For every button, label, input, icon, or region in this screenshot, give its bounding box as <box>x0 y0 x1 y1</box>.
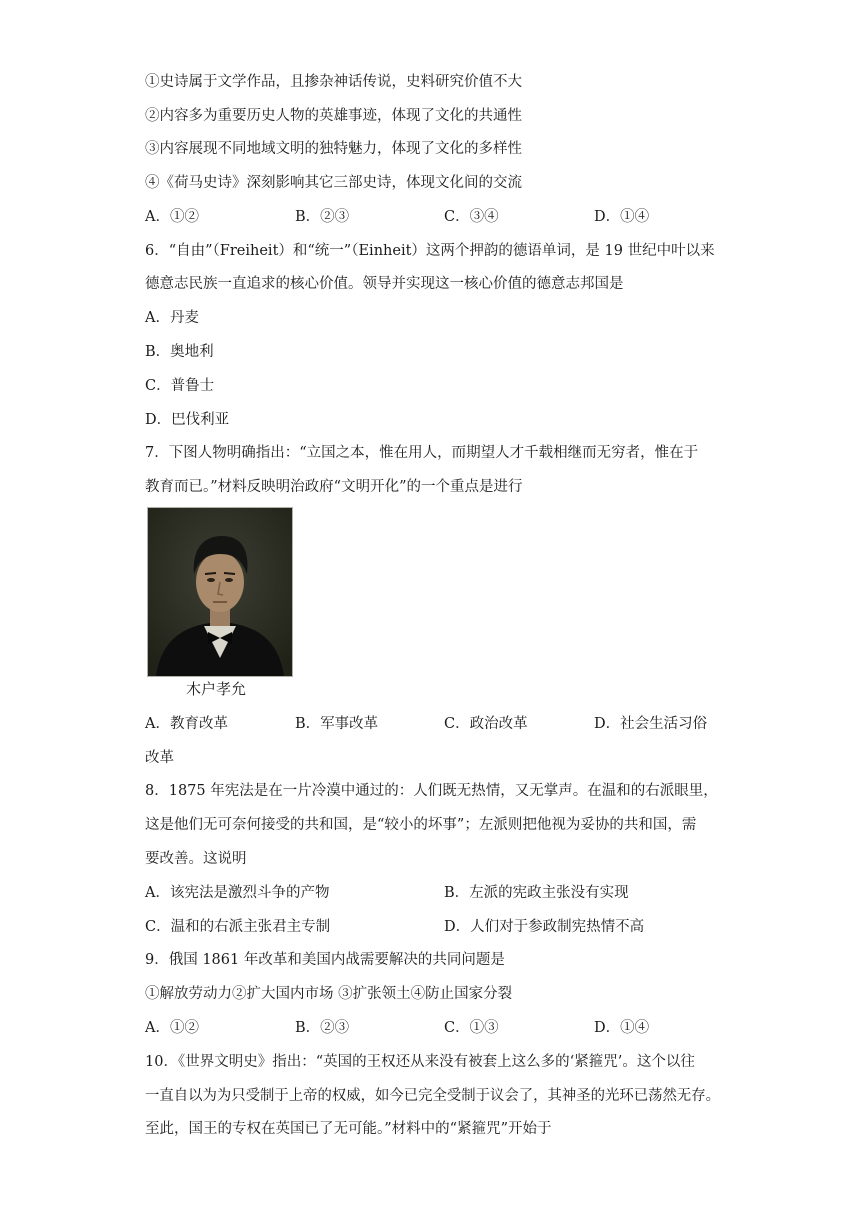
q8-option-c[interactable]: C．温和的右派主张君主专制 <box>145 919 331 935</box>
portrait-caption: 木户孝允 <box>186 680 247 698</box>
q9-option-a[interactable]: A．①② <box>145 1020 199 1036</box>
q6-stem-line-1: 6．“自由”（Freiheit）和“统一”（Einheit）这两个押韵的德语单词，是 19 世纪中叶以来 <box>145 243 715 259</box>
q10-stem-line-1: 10．《世界文明史》指出：“英国的王权还从来没有被套上这么多的‘紧箍咒’。这个以往 <box>145 1054 695 1070</box>
q5-statement-2: ②内容多为重要历史人物的英雄事迹，体现了文化的共通性 <box>145 108 522 124</box>
q6-option-b[interactable]: B．奥地利 <box>145 344 214 360</box>
q5-option-d[interactable]: D．①④ <box>594 209 650 225</box>
q9-stem-line-1: 9．俄国 1861 年改革和美国内战需要解决的共同问题是 <box>145 952 505 968</box>
q7-option-d[interactable]: D．社会生活习俗 <box>594 716 708 732</box>
q10-stem-line-2: 一直自以为为只受制于上帝的权威，如今已完全受制于议会了，其神圣的光环已荡然无存。 <box>145 1088 720 1104</box>
q5-option-b[interactable]: B．②③ <box>295 209 350 225</box>
q9-stem-line-2: ①解放劳动力②扩大国内市场 ③扩张领土④防止国家分裂 <box>145 986 513 1002</box>
q6-stem-line-2: 德意志民族一直追求的核心价值。领导并实现这一核心价值的德意志邦国是 <box>145 276 624 292</box>
q8-stem-line-1: 8．1875 年宪法是在一片冷漠中通过的：人们既无热情，又无掌声。在温和的右派眼里， <box>145 783 718 799</box>
q9-option-b[interactable]: B．②③ <box>295 1020 350 1036</box>
q7-stem-line-1: 7．下图人物明确指出：“立国之本，惟在用人，而期望人才千载相继而无穷者，惟在于 <box>145 445 699 461</box>
q6-option-c[interactable]: C．普鲁士 <box>145 378 215 394</box>
q8-option-a[interactable]: A．该宪法是激烈斗争的产物 <box>145 885 330 901</box>
q8-stem-line-2: 这是他们无可奈何接受的共和国，是“较小的坏事”；左派则把他视为妥协的共和国，需 <box>145 817 697 833</box>
q7-option-a[interactable]: A．教育改革 <box>145 716 228 732</box>
q5-option-c[interactable]: C．③④ <box>444 209 499 225</box>
q7-option-c[interactable]: C．政治改革 <box>444 716 528 732</box>
q8-option-b[interactable]: B．左派的宪政主张没有实现 <box>444 885 629 901</box>
q9-option-c[interactable]: C．①③ <box>444 1020 499 1036</box>
q6-option-a[interactable]: A．丹麦 <box>145 310 199 326</box>
q7-option-b[interactable]: B．军事改革 <box>295 716 379 732</box>
q8-stem-line-3: 要改善。这说明 <box>145 851 247 867</box>
q8-option-d[interactable]: D．人们对于参政制宪热情不高 <box>444 919 645 935</box>
portrait-image <box>147 507 293 677</box>
q6-option-d[interactable]: D．巴伐利亚 <box>145 412 230 428</box>
q9-option-d[interactable]: D．①④ <box>594 1020 650 1036</box>
q7-option-d-wrap: 改革 <box>145 750 174 766</box>
q5-statement-3: ③内容展现不同地域文明的独特魅力，体现了文化的多样性 <box>145 141 522 157</box>
q10-stem-line-3: 至此，国王的专权在英国已了无可能。”材料中的“紧箍咒”开始于 <box>145 1121 552 1137</box>
q7-stem-line-2: 教育而已。”材料反映明治政府“文明开化”的一个重点是进行 <box>145 479 523 495</box>
q5-statement-1: ①史诗属于文学作品，且掺杂神话传说，史料研究价值不大 <box>145 74 522 90</box>
q5-statement-4: ④《荷马史诗》深刻影响其它三部史诗，体现文化间的交流 <box>145 175 522 191</box>
q5-option-a[interactable]: A．①② <box>145 209 199 225</box>
